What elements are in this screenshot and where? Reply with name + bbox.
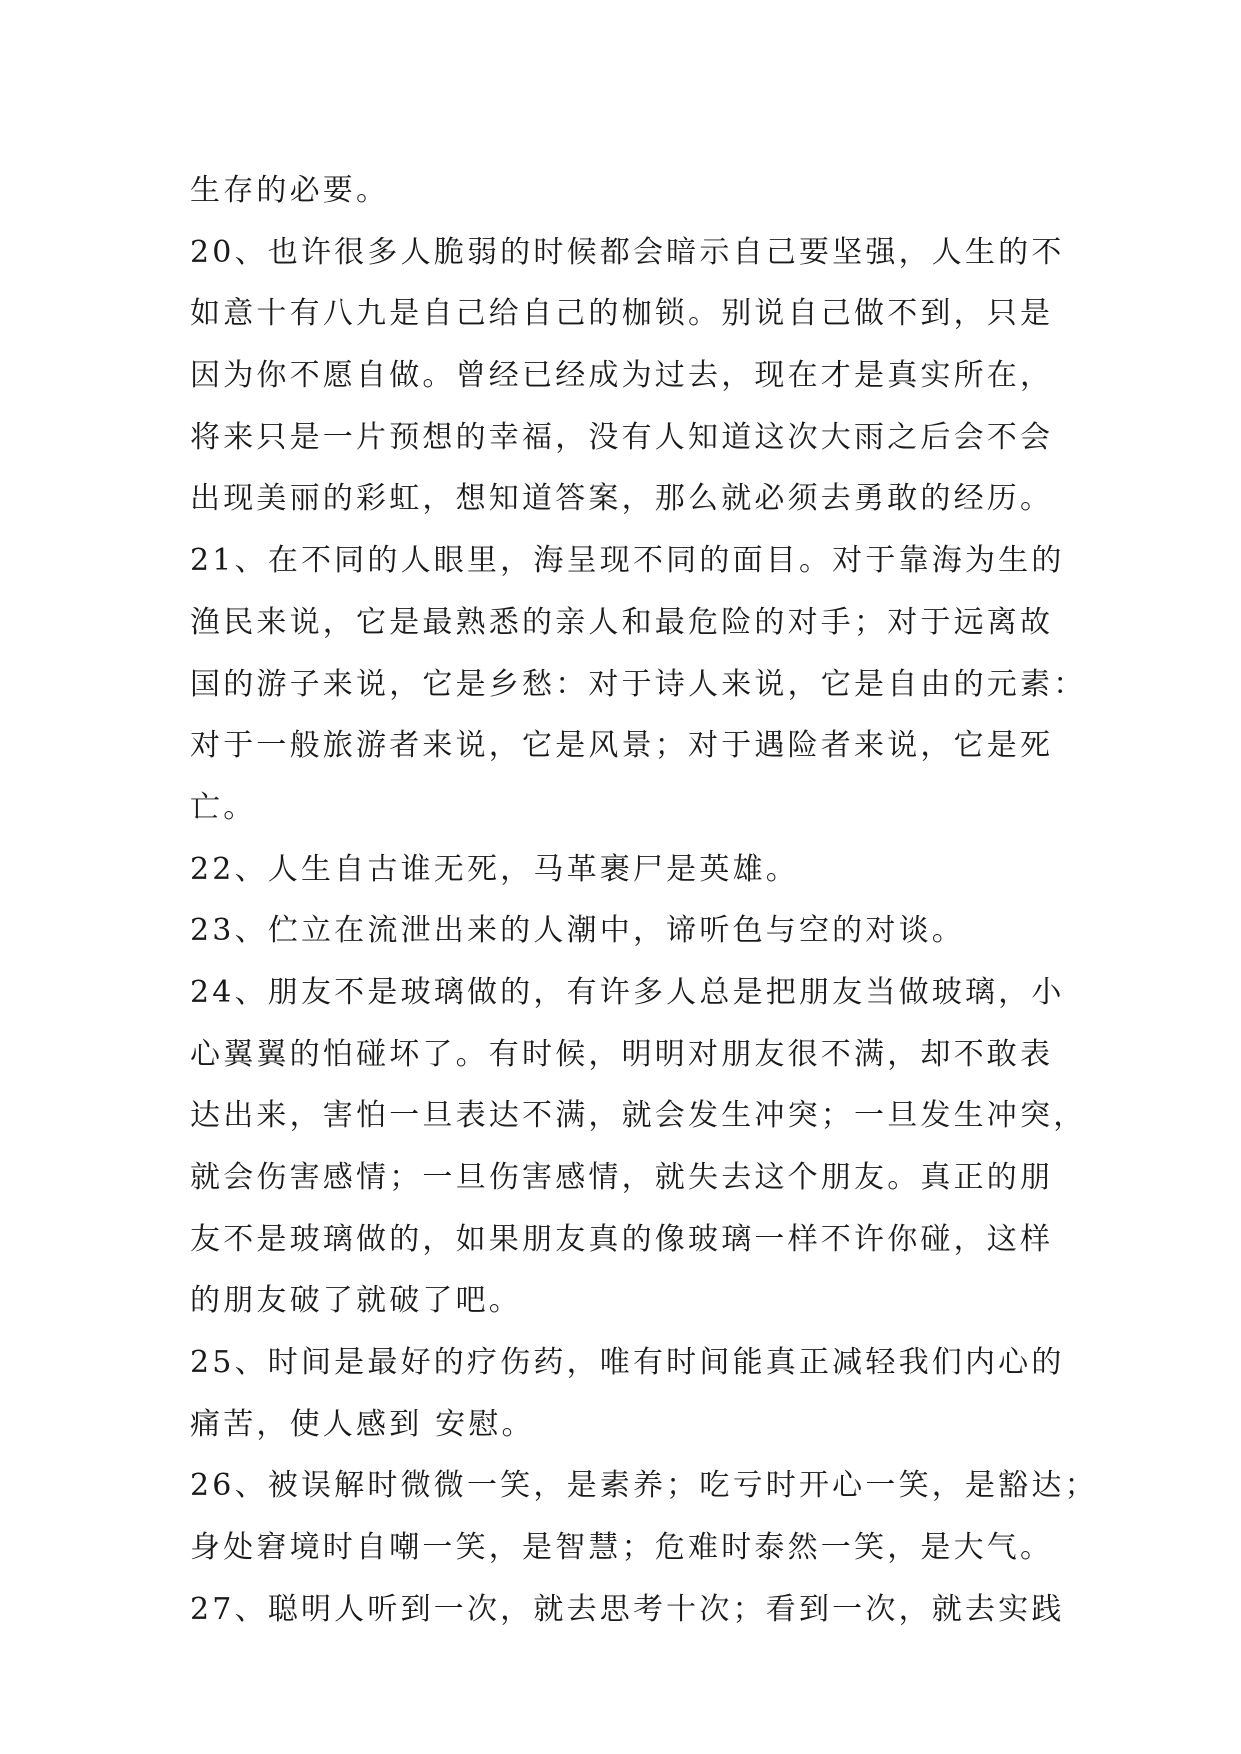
text-line: 国的游子来说，它是乡愁：对于诗人来说，它是自由的元素： <box>190 666 1087 702</box>
text-line: 痛苦，使人感到 安慰。 <box>190 1406 535 1442</box>
text-line: 21、在不同的人眼里，海呈现不同的面目。对于靠海为生的 <box>190 543 1065 579</box>
text-line: 身处窘境时自嘲一笑，是智慧；危难时泰然一笑，是大气。 <box>190 1530 1054 1566</box>
text-line: 生存的必要。 <box>190 173 390 208</box>
text-line: 23、伫立在流泄出来的人潮中，谛听色与空的对谈。 <box>190 913 965 949</box>
text-line: 20、也许很多人脆弱的时候都会暗示自己要坚强，人生的不 <box>190 234 1065 270</box>
text-line: 25、时间是最好的疗伤药，唯有时间能真正减轻我们内心的 <box>190 1345 1065 1381</box>
text-line: 因为你不愿自做。曾经已经成为过去，现在才是真实所在， <box>190 358 1054 394</box>
text-line: 亡。 <box>190 789 257 825</box>
text-line: 达出来，害怕一旦表达不满，就会发生冲突；一旦发生冲突， <box>190 1098 1087 1134</box>
text-line: 心翼翼的怕碰坏了。有时候，明明对朋友很不满，却不敢表 <box>190 1036 1054 1072</box>
text-line: 将来只是一片预想的幸福，没有人知道这次大雨之后会不会 <box>190 419 1054 455</box>
text-line: 26、被误解时微微一笑，是素养；吃亏时开心一笑，是豁达； <box>190 1468 1098 1504</box>
text-line: 就会伤害感情；一旦伤害感情，就失去这个朋友。真正的朋 <box>190 1160 1054 1195</box>
text-line: 如意十有八九是自己给自己的枷锁。别说自己做不到，只是 <box>190 296 1054 332</box>
text-line: 的朋友破了就破了吧。 <box>190 1283 522 1319</box>
text-line: 22、人生自古谁无死，马革裹尸是英雄。 <box>190 851 799 887</box>
text-line: 友不是玻璃做的，如果朋友真的像玻璃一样不许你碰，这样 <box>190 1221 1054 1257</box>
text-line: 出现美丽的彩虹，想知道答案，那么就必须去勇敢的经历。 <box>190 481 1054 517</box>
document-body <box>190 160 1098 1641</box>
text-line: 24、朋友不是玻璃做的，有许多人总是把朋友当做玻璃，小 <box>190 974 1065 1010</box>
text-line: 27、聪明人听到一次，就去思考十次；看到一次，就去实践 <box>190 1591 1065 1627</box>
text-line: 渔民来说，它是最熟悉的亲人和最危险的对手；对于远离故 <box>190 604 1054 640</box>
text-line: 对于一般旅游者来说，它是风景；对于遇险者来说，它是死 <box>190 728 1054 764</box>
